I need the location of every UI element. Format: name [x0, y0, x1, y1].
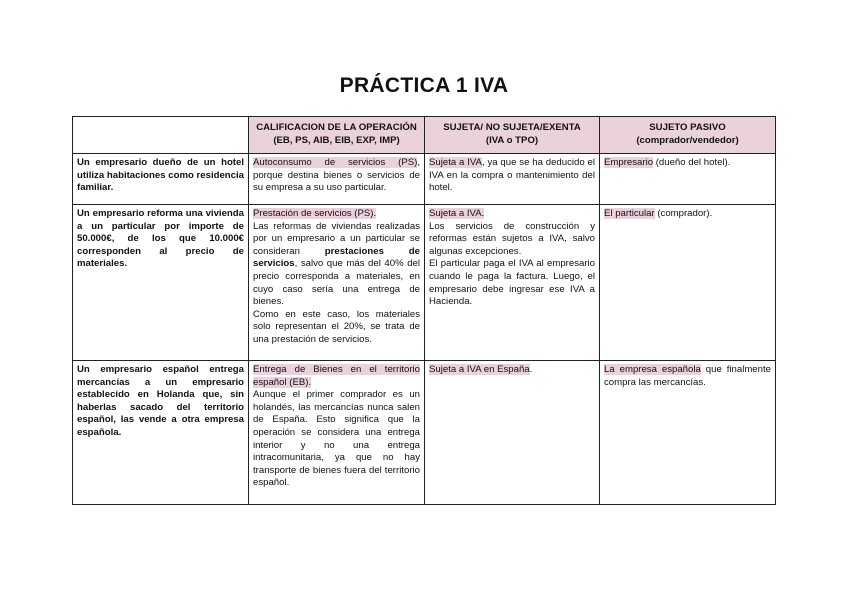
cell-text: Un empresario reforma una vivienda a un particular por importe de — [77, 208, 244, 232]
cell-text: corresponden al precio de materiales. — [77, 245, 244, 270]
highlight: Autoconsumo de servicios (PS) — [253, 157, 418, 168]
header-pasivo-options: (comprador/vendedor) — [636, 135, 739, 146]
calificacion-cell — [249, 205, 425, 361]
cell-text-emphasis: 50.000€ — [77, 233, 112, 245]
cell-paragraph: El particular paga el IVA al empresario cuando le paga la factura. Luego, el empresario debe ingresar ese IVA a Hacienda. — [429, 258, 595, 308]
highlight: Empresario — [604, 157, 654, 168]
cell-text: que finalmente compra las mercancías. — [604, 364, 771, 388]
cell-text: (comprador). — [654, 208, 713, 219]
table-row — [73, 154, 776, 205]
header-calificacion-title: CALIFICACION DE LA OPERACIÓN — [256, 122, 417, 134]
sujeto-pasivo-cell — [600, 154, 776, 205]
sujeto-pasivo-cell — [600, 361, 776, 505]
table-row — [73, 361, 776, 505]
header-sujeta — [425, 117, 600, 154]
highlight: Sujeta a IVA. — [429, 208, 485, 219]
header-calificacion-options: (EB, PS, AIB, EIB, EXP, IMP) — [273, 135, 400, 146]
cell-text: . — [529, 364, 533, 375]
highlight: Sujeta a IVA en España — [429, 364, 530, 375]
scenario-cell — [73, 205, 249, 361]
sujeto-pasivo-cell — [600, 205, 776, 361]
calificacion-cell — [249, 361, 425, 505]
table-header-row — [73, 117, 776, 154]
header-sujeto-pasivo — [600, 117, 776, 154]
cell-text: Las reformas de viviendas realizadas por un empresario a un particular se consideran — [253, 220, 420, 257]
cell-text-bold: prestaciones de servicios — [253, 245, 420, 270]
cell-paragraph: Los servicios de construcción y reformas están sujetos a IVA, salvo algunas excepciones. — [429, 220, 595, 257]
highlight: Entrega de Bienes en el territorio español (EB). — [253, 364, 420, 388]
sujeta-cell — [425, 154, 600, 205]
highlight: El particular — [604, 208, 655, 219]
header-calificacion — [249, 117, 425, 154]
header-sujeta-title: SUJETA/ NO SUJETA/EXENTA — [443, 122, 581, 134]
table-row — [73, 205, 776, 361]
highlight: Prestación de servicios (PS). — [253, 208, 377, 219]
highlight: La empresa española — [604, 364, 701, 375]
highlight: Sujeta a IVA — [429, 157, 482, 168]
cell-text: , ya que se ha deducido el IVA en la compra o mantenimiento del hotel. — [429, 157, 595, 194]
header-pasivo-title: SUJETO PASIVO — [649, 122, 726, 134]
cell-text-emphasis: 10.000€ — [209, 233, 244, 245]
header-sujeta-options: (IVA o TPO) — [485, 135, 539, 146]
sujeta-cell — [425, 361, 600, 505]
cell-paragraph: Aunque el primer comprador es un holandés, las mercancías nunca salen de España. Esto significa que la operación se considera una entrega interior y no una entrega intracomunitaria, ya que no hay transporte de bienes fuera del territorio español. — [253, 389, 420, 489]
page-title: PRÁCTICA 1 IVA — [339, 74, 509, 97]
cell-text: , de los que — [111, 233, 210, 245]
sujeta-cell — [425, 205, 600, 361]
scenario-cell: Un empresario español entrega mercancías a un empresario establecido en Holanda que, sin haberlas sacado del territorio español, las vende a otra empresa española. — [73, 361, 249, 505]
header-blank — [73, 117, 249, 154]
cell-text: (dueño del hotel). — [653, 157, 731, 168]
scenario-cell: Un empresario dueño de un hotel utiliza habitaciones como residencia familiar. — [73, 154, 249, 205]
calificacion-cell — [249, 154, 425, 205]
cell-text: , salvo que más del 40% del precio corresponda a materiales, en cuyo caso sería una entrega de bienes. — [253, 258, 420, 308]
cell-paragraph — [253, 221, 420, 309]
cell-text: , porque destina bienes o servicios de su empresa a su uso particular. — [253, 157, 420, 194]
iva-practice-table — [72, 116, 776, 505]
cell-paragraph: Como en este caso, los materiales solo representan el 20%, se trata de una prestación de servicios. — [253, 308, 420, 345]
